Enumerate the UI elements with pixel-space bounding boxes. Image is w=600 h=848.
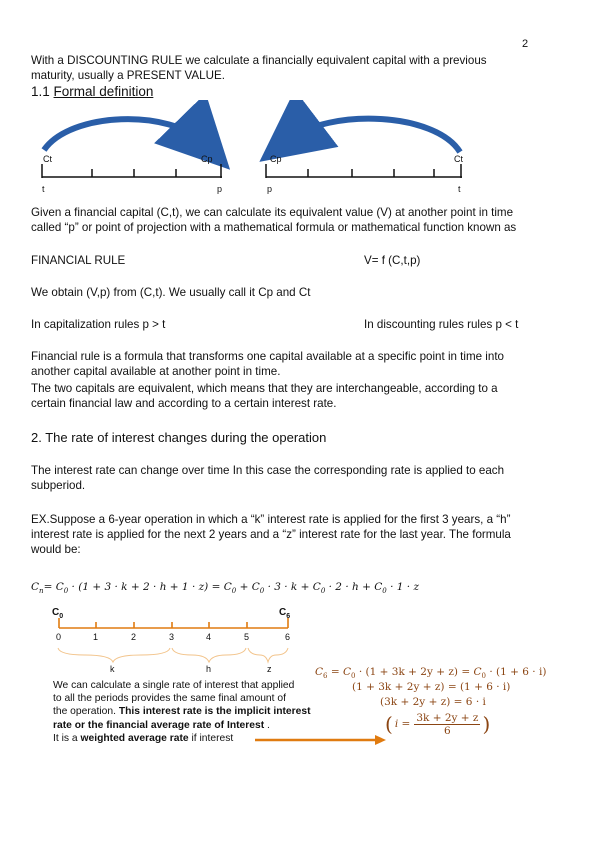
right-end-point: t (458, 184, 461, 194)
left-start-label: Ct (43, 154, 52, 164)
discounting-arrow (288, 119, 460, 152)
timeline-tick-label: 4 (206, 632, 212, 642)
timeline-tick-label: 1 (93, 632, 99, 642)
interest-timeline (0, 610, 600, 670)
note-line-1: We can calculate a single rate of interest that applied (53, 680, 295, 691)
financial-rule-label: FINANCIAL RULE (31, 254, 126, 267)
note-line-4: rate or the financial average rate of Interest . (53, 719, 270, 731)
left-start-point: t (42, 184, 45, 194)
brace-label-k: k (110, 664, 115, 674)
note-line-2: to all the periods provides the same final amount of (53, 693, 286, 705)
timeline-c6-label: $C_6$ (279, 607, 291, 620)
brace-k (58, 648, 170, 662)
section-1-1-heading (31, 84, 153, 99)
example-paragraph: EX.Suppose a 6-year operation in which a “k” interest rate is applied for the first 3 years, a “h” interest rate is applied for the next 2 years and a “z” interest rate for the last year. The formula would be: (31, 513, 511, 556)
main-formula: $C_n= C_0 \cdot (1 + 3 \cdot k + 2 \cdot h + 1 \cdot z) = C_0 + C_0 \cdot 3 \cdot k + C_0 \cdot 2 \cdot h + C_0 \cdot 1 \cdot z$ (31, 581, 419, 596)
definition-paragraph: Given a financial capital (C,t), we can calculate its equivalent value (V) at another point in time called “p” or point of projection with a mathematical formula or mathematical function known as (31, 206, 517, 234)
discounting-rule: In discounting rules rules p < t (364, 318, 519, 331)
section-title: Formal definition (53, 84, 154, 99)
math-line-1: $C_6 = C_0 \cdot (1 + 3k + 2y + z) = C_0 \cdot (1 + 6 \cdot i)$ (315, 666, 547, 681)
capitalization-rule: In capitalization rules p > t (31, 318, 166, 331)
financial-rule-paragraph: Financial rule is a formula that transforms one capital available at a specific point in time into another capital available at another point in time. (31, 350, 505, 378)
brace-label-z: z (267, 664, 272, 674)
right-start-point: p (267, 184, 273, 194)
section-2-heading: 2. The rate of interest changes during the operation (31, 430, 327, 445)
timeline-tick-label: 5 (244, 632, 250, 642)
obtain-text: We obtain (V,p) from (C,t). We usually call it Cp and Ct (31, 286, 311, 299)
timeline-tick-label: 3 (169, 632, 175, 642)
right-start-label: Cp (270, 154, 282, 164)
right-timeline (266, 164, 462, 178)
math-line-3: (3k + 2y + z) = 6 · i (380, 696, 486, 708)
equivalence-paragraph: The two capitals are equivalent, which means that they are interchangeable, according to a certain financial law and according to a certain interest rate. (31, 382, 498, 410)
financial-rule-formula: V= f (C,t,p) (364, 254, 421, 267)
note-line-3: the operation. This interest rate is the implicit interest (53, 706, 311, 718)
timeline-tick-label: 2 (131, 632, 137, 642)
timeline-tick-label: 0 (56, 632, 62, 642)
math-line-2: (1 + 3k + 2y + z) = (1 + 6 · i) (352, 681, 511, 693)
left-end-label: Cp (201, 154, 213, 164)
page-number: 2 (522, 38, 529, 50)
left-end-point: p (217, 184, 223, 194)
section-number: 1.1 (31, 84, 50, 99)
capitalization-arrow (44, 119, 205, 150)
brace-z (248, 648, 288, 662)
timeline-c0-label: $C_0$ (52, 607, 64, 620)
right-end-label: Ct (454, 154, 463, 164)
brace-h (172, 648, 246, 662)
math-line-4: ( i = $\frac{3k + 2y + z}{6}$ ) (385, 711, 491, 737)
orange-arrow (255, 732, 390, 748)
brace-label-h: h (206, 664, 212, 674)
left-timeline (42, 164, 222, 178)
timeline-tick-label: 6 (285, 632, 291, 642)
capitalization-discounting-diagrams (0, 100, 600, 200)
note-line-5: It is a weighted average rate if interest (53, 732, 234, 744)
rate-change-paragraph: The interest rate can change over time In this case the corresponding rate is applied to each subperiod. (31, 464, 505, 492)
intro-paragraph: With a DISCOUNTING RULE we calculate a financially equivalent capital with a previous maturity, usually a PRESENT VALUE. (31, 54, 487, 82)
